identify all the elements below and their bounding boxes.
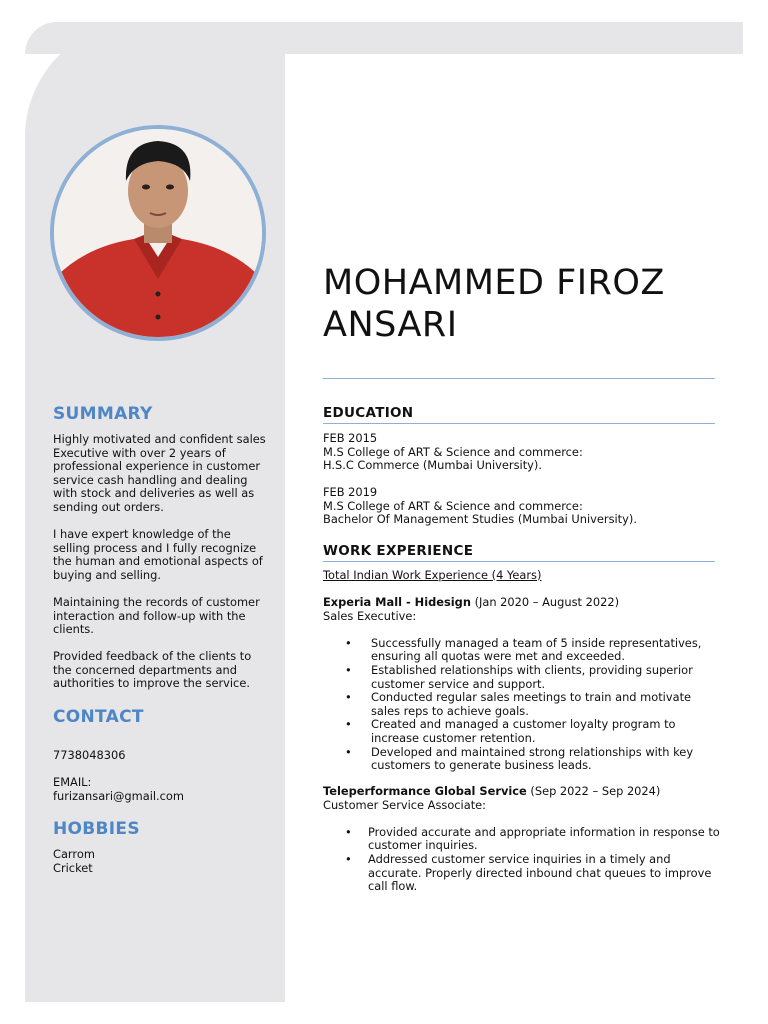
- education-divider: [323, 423, 715, 424]
- hobby-item: Cricket: [53, 860, 93, 875]
- education-degree: H.S.C Commerce (Mumbai University).: [323, 458, 542, 473]
- job-period: (Sep 2022 – Sep 2024): [530, 784, 661, 798]
- summary-section: [53, 433, 268, 705]
- contact-heading: CONTACT: [53, 707, 144, 727]
- summary-paragraph: I have expert knowledge of the selling process and I fully recognize the human and emotional aspects of buying and selling.: [53, 527, 263, 582]
- education-college: M.S College of ART & Science and commerce:: [323, 444, 583, 459]
- job-role: Sales Executive:: [323, 608, 417, 623]
- job-bullet: • Addressed customer service inquiries in a timely and accurate. Properly directed inbound chat queues to improve call flow.: [323, 853, 723, 894]
- candidate-name: [323, 262, 665, 346]
- job-period: (Jan 2020 – August 2022): [474, 595, 620, 609]
- job-entry: [323, 596, 723, 773]
- work-total: [323, 569, 723, 583]
- profile-photo-illustration: [54, 129, 262, 337]
- job-bullet: • Provided accurate and appropriate information in response to customer inquiries.: [323, 826, 723, 853]
- contact-section: [53, 749, 268, 803]
- summary-heading: SUMMARY: [53, 404, 153, 424]
- education-college: M.S College of ART & Science and commerce:: [323, 498, 583, 513]
- name-line-2: ANSARI: [323, 305, 458, 345]
- summary-paragraph: Maintaining the records of customer interaction and follow-up with the clients.: [53, 594, 260, 637]
- work-divider: [323, 561, 715, 562]
- name-divider: [323, 378, 715, 379]
- work-heading: WORK EXPERIENCE: [323, 543, 474, 559]
- job-bullet: • Created and managed a customer loyalty program to increase customer retention.: [323, 718, 723, 745]
- contact-phone: 7738048306: [53, 748, 126, 762]
- job-bullet: • Established relationships with clients, providing superior customer service and support.: [323, 664, 723, 691]
- profile-photo: [50, 125, 266, 341]
- job-entry: [323, 785, 723, 894]
- work-total-experience: Total Indian Work Experience (4 Years): [323, 568, 542, 582]
- hobby-item: Carrom: [53, 847, 95, 861]
- hobbies-list: [53, 848, 268, 875]
- job-bullets: [323, 637, 723, 773]
- job-bullet: • Successfully managed a team of 5 inside representatives, ensuring all quotas were met and exceeded.: [323, 637, 723, 664]
- contact-email: furizansari@gmail.com: [53, 788, 184, 803]
- job-company: Teleperformance Global Service: [323, 784, 527, 798]
- education-degree: Bachelor Of Management Studies (Mumbai University).: [323, 512, 637, 527]
- education-entry: [323, 486, 723, 527]
- education-date: FEB 2015: [323, 431, 378, 445]
- summary-paragraph: Provided feedback of the clients to the concerned departments and authorities to improve the service.: [53, 649, 252, 691]
- hobbies-heading: HOBBIES: [53, 819, 140, 839]
- education-entry: [323, 432, 723, 473]
- summary-paragraph: Highly motivated and confident sales Executive with over 2 years of professional experience in customer service cash handling and dealing with stock and deliveries as well as sending out orders.: [53, 432, 266, 514]
- job-bullet: • Developed and maintained strong relationships with key customers to generate business leads.: [323, 746, 723, 773]
- job-role: Customer Service Associate:: [323, 797, 487, 812]
- job-bullet: • Conducted regular sales meetings to train and motivate sales reps to achieve goals.: [323, 691, 723, 718]
- job-bullets: [323, 826, 723, 894]
- education-date: FEB 2019: [323, 485, 378, 499]
- job-company: Experia Mall - Hidesign: [323, 595, 471, 609]
- name-line-1: MOHAMMED FIROZ: [323, 263, 665, 303]
- contact-email-label: EMAIL:: [53, 775, 92, 790]
- education-heading: EDUCATION: [323, 405, 414, 421]
